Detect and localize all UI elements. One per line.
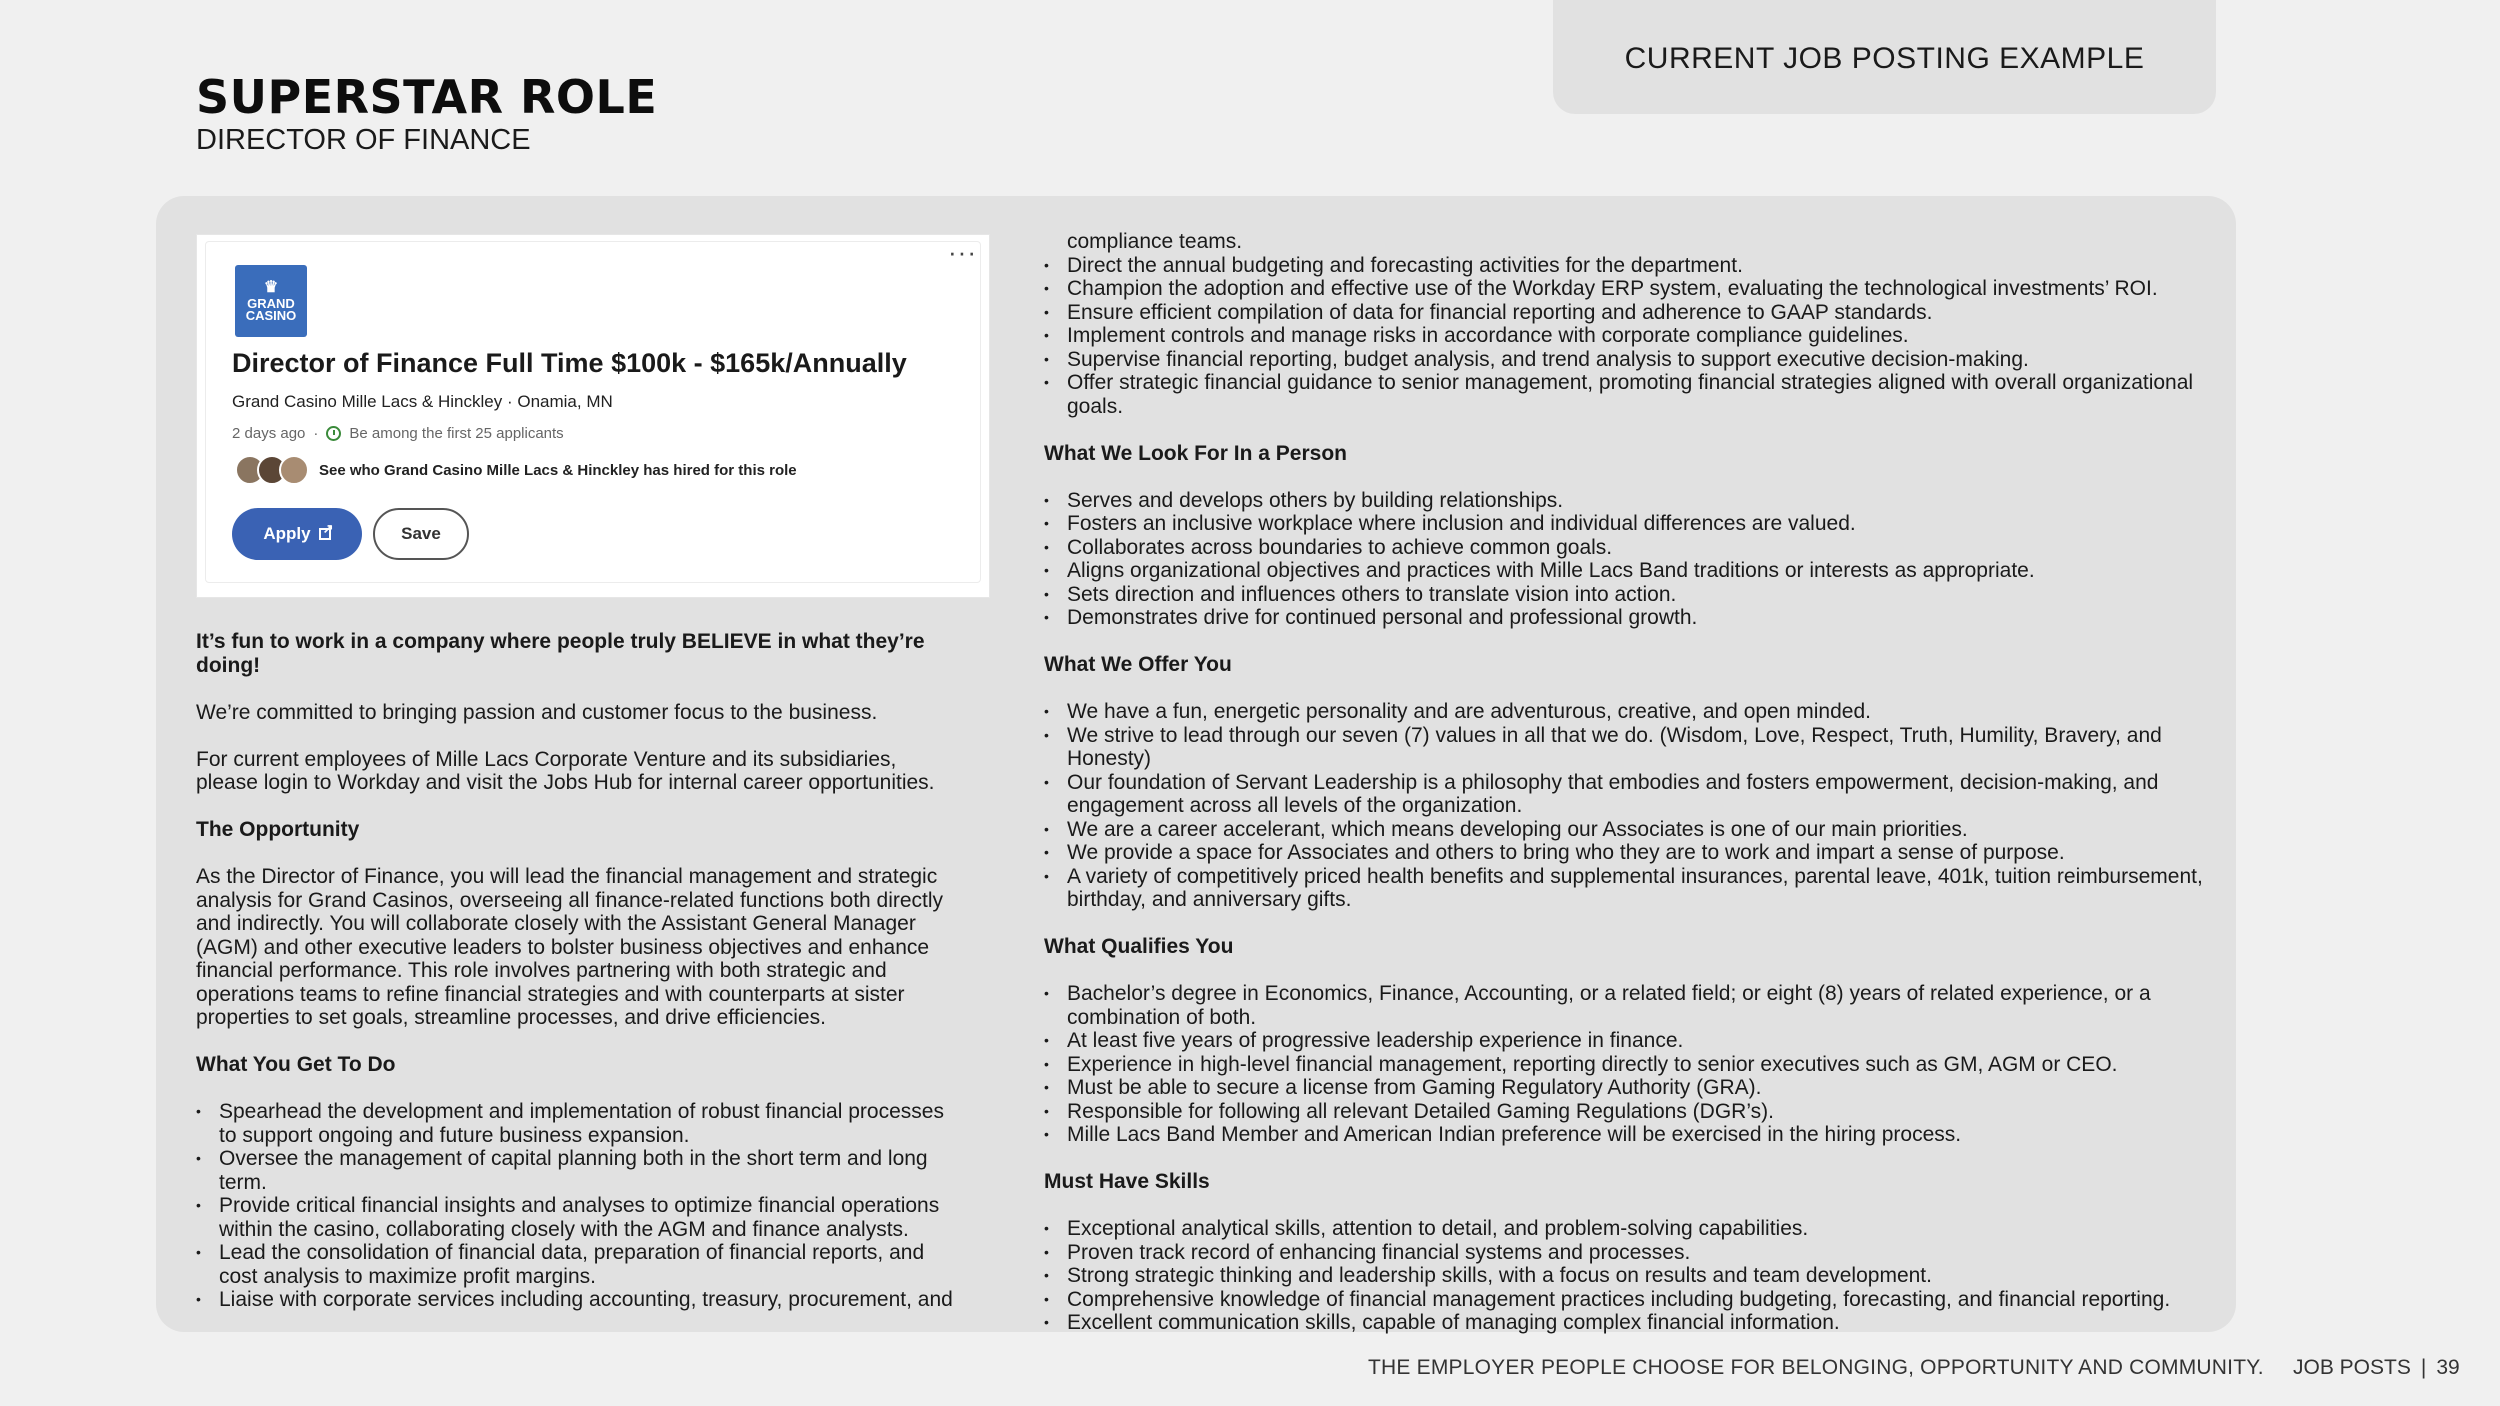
- job-description-left: [196, 630, 956, 1312]
- external-link-icon: [319, 528, 331, 540]
- page-title: SUPERSTAR ROLE: [196, 70, 658, 124]
- apply-label: Apply: [263, 524, 311, 543]
- logo-text-2: CASINO: [245, 308, 297, 323]
- list-item: • Offer strategic financial guidance to senior management, promoting financial strategies aligned with overall organizational goals.: [1044, 371, 2224, 418]
- list-item: • We are a career accelerant, which means developing our Associates is one of our main priorities.: [1044, 818, 2224, 842]
- offer-heading: What We Offer You: [1044, 653, 1232, 676]
- internal-note-paragraph: For current employees of Mille Lacs Corporate Venture and its subsidiaries, please login to Workday and visit the Jobs Hub for internal career opportunities.: [196, 747, 935, 794]
- list-item: • Sets direction and influences others to translate vision into action.: [1044, 583, 2224, 607]
- qualifies-heading: What Qualifies You: [1044, 935, 1234, 958]
- footer-page-info: [2293, 1356, 2460, 1380]
- applicants-note: Be among the first 25 applicants: [349, 425, 564, 442]
- posted-time: 2 days ago: [232, 425, 306, 442]
- section-tab-label: CURRENT JOB POSTING EXAMPLE: [1553, 0, 2216, 114]
- list-item: • Oversee the management of capital planning both in the short term and long term.: [196, 1147, 956, 1194]
- footer-tagline: THE EMPLOYER PEOPLE CHOOSE FOR BELONGING, OPPORTUNITY AND COMMUNITY.: [1368, 1356, 2264, 1379]
- list-item: • Must be able to secure a license from Gaming Regulatory Authority (GRA).: [1044, 1076, 2224, 1100]
- list-item: • Exceptional analytical skills, attention to detail, and problem-solving capabilities.: [1044, 1217, 2224, 1241]
- list-item: • Proven track record of enhancing financial systems and processes.: [1044, 1241, 2224, 1265]
- right-column: [1044, 230, 2224, 1335]
- list-item: • A variety of competitively priced health benefits and supplemental insurances, parental leave, 401k, tuition reimbursement, birthday, and anniversary gifts.: [1044, 865, 2224, 912]
- list-item: • Serves and develops others by building relationships.: [1044, 489, 2224, 513]
- crown-icon: ♛: [263, 279, 279, 296]
- list-item: • Demonstrates drive for continued personal and professional growth.: [1044, 606, 2224, 630]
- skills-list: [1044, 1217, 2224, 1335]
- qualifies-list: [1044, 982, 2224, 1147]
- offer-list: [1044, 700, 2224, 912]
- left-column: [196, 234, 992, 1312]
- list-item: • Direct the annual budgeting and forecasting activities for the department.: [1044, 254, 2224, 278]
- avatar: [279, 455, 309, 485]
- list-item: • Excellent communication skills, capable of managing complex financial information.: [1044, 1311, 2224, 1335]
- intro-heading: It’s fun to work in a company where people truly BELIEVE in what they’re doing!: [196, 630, 925, 677]
- list-item: • We provide a space for Associates and others to bring who they are to work and impart a sense of purpose.: [1044, 841, 2224, 865]
- list-item: • At least five years of progressive leadership experience in finance.: [1044, 1029, 2224, 1053]
- list-item: • Spearhead the development and implementation of robust financial processes to support ongoing and future business expansion.: [196, 1100, 956, 1147]
- hired-avatars: [235, 455, 309, 485]
- dot-separator: ·: [313, 425, 319, 442]
- continued-text: compliance teams.: [1067, 230, 1243, 253]
- list-item: • Implement controls and manage risks in accordance with corporate compliance guidelines.: [1044, 324, 2224, 348]
- opportunity-paragraph: As the Director of Finance, you will lead the financial management and strategic analysis for Grand Casinos, overseeing all finance-related functions both directly and indirectly. You will collaborate closely with the Assistant General Manager (AGM) and other executive leaders to bolster business objectives and enhance financial performance. This role involves partnering with both strategic and operations teams to refine financial strategies and with counterparts at sister properties to set goals, streamline processes, and drive efficiencies.: [196, 865, 944, 1029]
- company-location-line: [232, 392, 613, 412]
- list-item: • Supervise financial reporting, budget analysis, and trend analysis to support executive decision-making.: [1044, 348, 2224, 372]
- todo-list: [196, 1100, 956, 1312]
- todo-list-continued: [1044, 254, 2224, 419]
- person-list: [1044, 489, 2224, 630]
- list-item: • Liaise with corporate services including accounting, treasury, procurement, and: [196, 1288, 956, 1312]
- list-item: • Champion the adoption and effective use of the Workday ERP system, evaluating the technological investments’ ROI.: [1044, 277, 2224, 301]
- list-item: • Comprehensive knowledge of financial management practices including budgeting, forecasting, and financial reporting.: [1044, 1288, 2224, 1312]
- posting-meta: [232, 425, 564, 442]
- list-item: • Lead the consolidation of financial data, preparation of financial reports, and cost analysis to maximize profit margins.: [196, 1241, 956, 1288]
- list-item: • Strong strategic thinking and leadership skills, with a focus on results and team development.: [1044, 1264, 2224, 1288]
- list-item: • Provide critical financial insights and analyses to optimize financial operations within the casino, collaborating closely with the AGM and finance analysts.: [196, 1194, 956, 1241]
- list-item: • Ensure efficient compilation of data for financial reporting and adherence to GAAP standards.: [1044, 301, 2224, 325]
- todo-heading: What You Get To Do: [196, 1053, 396, 1076]
- list-item: • Fosters an inclusive workplace where inclusion and individual differences are valued.: [1044, 512, 2224, 536]
- job-posting-card: [196, 234, 990, 598]
- hired-text: See who Grand Casino Mille Lacs & Hinckley has hired for this role: [319, 461, 797, 479]
- company-logo: [235, 265, 307, 337]
- dot-separator: ·: [506, 392, 518, 411]
- apply-button[interactable]: [232, 508, 362, 560]
- person-heading: What We Look For In a Person: [1044, 441, 1347, 465]
- company-name[interactable]: Grand Casino Mille Lacs & Hinckley: [232, 392, 503, 411]
- list-item: • Collaborates across boundaries to achieve common goals.: [1044, 536, 2224, 560]
- page-subtitle: DIRECTOR OF FINANCE: [196, 124, 531, 156]
- list-item: • Our foundation of Servant Leadership is a philosophy that embodies and fosters empowerment, decision-making, and engagement across all levels of the organization.: [1044, 771, 2224, 818]
- list-item: • Bachelor’s degree in Economics, Finance, Accounting, or a related field; or eight (8) years of related experience, or a combination of both.: [1044, 982, 2224, 1029]
- more-options-icon[interactable]: ···: [948, 237, 977, 267]
- list-item: • Responsible for following all relevant Detailed Gaming Regulations (DGR’s).: [1044, 1100, 2224, 1124]
- logo-text-1: GRAND: [247, 296, 295, 311]
- opportunity-heading: The Opportunity: [196, 818, 360, 841]
- job-title: Director of Finance Full Time $100k - $165k/Annually: [232, 348, 907, 378]
- job-location: Onamia, MN: [517, 392, 613, 411]
- footer-section: JOB POSTS: [2293, 1356, 2411, 1379]
- footer-separator: |: [2420, 1356, 2427, 1379]
- list-item: • We strive to lead through our seven (7) values in all that we do. (Wisdom, Love, Respect, Truth, Humility, Bravery, and Honesty): [1044, 724, 2224, 771]
- list-item: • Experience in high-level financial management, reporting directly to senior executives such as GM, AGM or CEO.: [1044, 1053, 2224, 1077]
- list-item: • We have a fun, energetic personality and are adventurous, creative, and open minded.: [1044, 700, 2224, 724]
- list-item: • Aligns organizational objectives and practices with Mille Lacs Band traditions or interests as appropriate.: [1044, 559, 2224, 583]
- save-button[interactable]: Save: [373, 508, 469, 560]
- hired-insight[interactable]: [235, 455, 797, 485]
- page-number: 39: [2436, 1356, 2460, 1379]
- list-item: • Mille Lacs Band Member and American Indian preference will be exercised in the hiring process.: [1044, 1123, 2224, 1147]
- skills-heading: Must Have Skills: [1044, 1170, 1210, 1193]
- clock-icon: [326, 426, 341, 441]
- intro-paragraph: We’re committed to bringing passion and customer focus to the business.: [196, 700, 878, 724]
